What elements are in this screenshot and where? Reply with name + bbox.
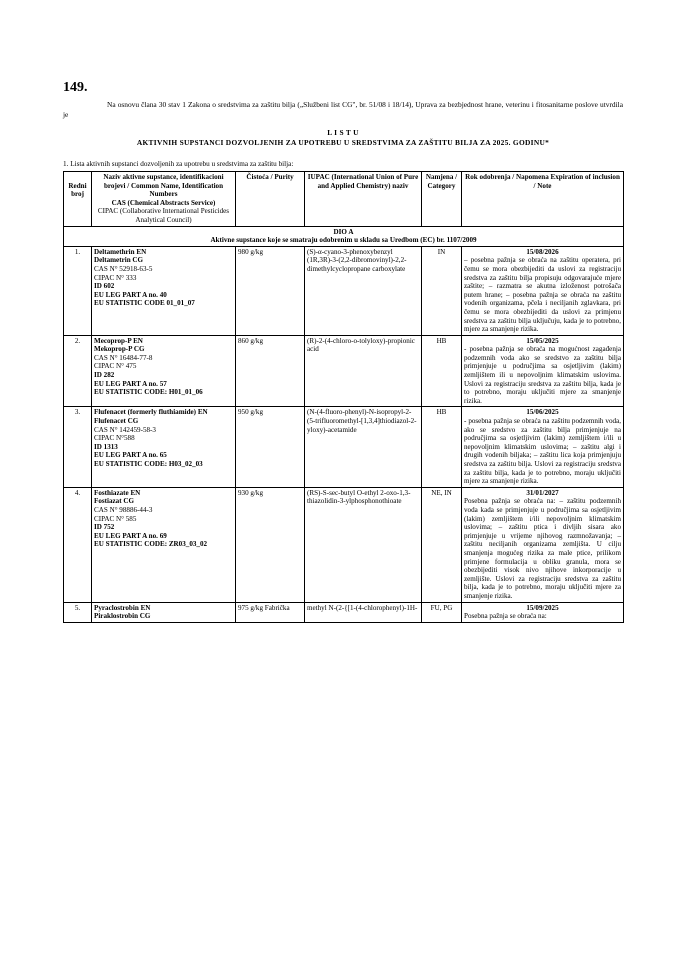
row-substance-name: Deltamethrin EN Deltametrin CG CAS N° 52918-63-5 CIPAC N° 333 ID 602 EU LEG PART A no. 40 EU STATISTIC CODE 01_01_07 bbox=[92, 246, 236, 335]
row-iupac: methyl N-(2-{[1-(4-chlorophenyl)-1H- bbox=[305, 602, 422, 622]
row-number: 3. bbox=[64, 407, 92, 487]
row-note-text: - posebna pažnja se obraća na zaštitu podzemnih voda, ako se sredstvo za zaštitu bilja primjenjuje na područjima sa osjetljivim (lakim) zemljištem i/ili u nepovoljnim klimatskim uslovima; – zaštitu algi i drugih vodenih biljaka; – zaštitu lica koja primjenjuju sredstva za zaštitu bilja. Uslovi za registraciju sredstva za zaštitu bilja, kada je to potrebno, moraju uključiti mjere za smanjenje rizika. bbox=[464, 417, 621, 486]
row-substance-name: Mecoprop-P EN Mekoprop-P CG CAS N° 16484-77-8 CIPAC N° 475 ID 282 EU LEG PART A no. 57 EU STATISTIC CODE: H01_01_06 bbox=[92, 335, 236, 407]
section-cell bbox=[64, 226, 624, 246]
substances-table bbox=[63, 171, 624, 623]
row-note-text: - posebna pažnja se obraća na mogućnost zagađenja podzemnih voda ako se sredstvo za zaštitu bilja primjenjuje u područjima sa osjetljivim (lakim) zemljištem ili u nepovoljnim klimatskim uslovima. Uslovi za registraciju sredstva za zaštitu bilja, kada je to potrebno, moraju uključiti mjere za smanjenje rizika. bbox=[464, 345, 621, 405]
row-iupac: (RS)-S-sec-butyl O-ethyl 2-oxo-1,3-thiazolidin-3-ylphosphonothioate bbox=[305, 487, 422, 602]
row-note bbox=[462, 602, 624, 622]
row-number: 2. bbox=[64, 335, 92, 407]
row-substance-name: Fosthiazate EN Fostiazat CG CAS N° 98886-44-3 CIPAC N° 585 ID 752 EU LEG PART A no. 69 EU STATISTIC CODE: ZR03_03_02 bbox=[92, 487, 236, 602]
header-num: Redni broj bbox=[64, 172, 92, 227]
row-note-text: Posebna pažnja se obraća na: bbox=[464, 612, 547, 621]
row-expiry-date: 15/06/2025 bbox=[526, 408, 559, 417]
row-purity: 980 g/kg bbox=[236, 246, 305, 335]
intro-paragraph: Na osnovu člana 30 stav 1 Zakona o sredstvima za zaštitu bilja („Službeni list CG", br. 51/08 i 18/14), Uprava za bezbjednost hrane, veterinu i fitosanitarne poslove utvrdila je bbox=[63, 100, 623, 119]
row-purity: 950 g/kg bbox=[236, 407, 305, 487]
list-title: L I S T U bbox=[327, 128, 359, 137]
section-subtitle: Aktivne supstance koje se smatraju odobrenim u skladu sa Uredbom (EC) br. 1107/2009 bbox=[210, 236, 477, 245]
row-number: 1. bbox=[64, 246, 92, 335]
table-row bbox=[64, 602, 624, 622]
row-substance-name: Pyraclostrobin EN Piraklostrobin CG bbox=[92, 602, 236, 622]
row-category: FU, PG bbox=[422, 602, 462, 622]
header-purity: Čistoća / Purity bbox=[236, 172, 305, 227]
row-expiry-date: 15/08/2026 bbox=[526, 247, 559, 256]
row-note bbox=[462, 335, 624, 407]
row-category: HB bbox=[422, 407, 462, 487]
row-expiry-date: 15/09/2025 bbox=[526, 603, 559, 612]
row-note-text: – posebna pažnja se obraća na zaštitu operatera, pri čemu se mora obezbijediti da uslovi za registraciju sredstva za zaštitu bilja propisuju odgovarajuće mjere zaštite; – razmatra se akutna izloženost potrošača putem hrane; – posebna pažnja se obraća na zaštitu vodenih organizama, pčela i neciljanih zglavkara, pri čemu se mora obezbijediti da uslovi za primjenu sredstva za zaštitu bilja uključuju, kada je to potrebno, mjere za smanjenje rizika. bbox=[464, 256, 621, 334]
table-row bbox=[64, 246, 624, 335]
row-expiry-date: 31/01/2027 bbox=[526, 488, 559, 497]
header-name: Naziv aktivne supstance, identifikacioni brojevi / Common Name, Identification Numbers CAS (Chemical Abstracts Service) CIPAC (Collaborative International Pesticides Analytical Council) bbox=[92, 172, 236, 227]
row-purity: 860 g/kg bbox=[236, 335, 305, 407]
section-title: DIO A bbox=[333, 227, 354, 236]
row-iupac: (S)-α-cyano-3-phenoxybenzyl (1R,3R)-3-(2,2-dibromovinyl)-2,2-dimethylcyclopropane carboxylate bbox=[305, 246, 422, 335]
row-note bbox=[462, 246, 624, 335]
header-iupac: IUPAC (International Union of Pure and Applied Chemistry) naziv bbox=[305, 172, 422, 227]
table-header-row bbox=[64, 172, 624, 227]
table-row bbox=[64, 335, 624, 407]
list-intro-line: 1. Lista aktivnih supstanci dozvoljenih za upotrebu u sredstvima za zaštitu bilja: bbox=[63, 160, 294, 168]
row-note bbox=[462, 407, 624, 487]
section-row bbox=[64, 226, 624, 246]
document-number: 149. bbox=[63, 80, 88, 95]
header-category: Namjena / Category bbox=[422, 172, 462, 227]
row-purity: 975 g/kg Fabrička bbox=[236, 602, 305, 622]
table-row bbox=[64, 407, 624, 487]
row-note-text: Posebna pažnja se obraća na: – zaštitu podzemnih voda kada se primjenjuje u područjima sa osjetljivim (lakim) zemljištem i/ili nepovoljnim klimatskim uslovima; – zaštitu ptica i divljih sisara ako primjenjuje u vrijeme njihovog razmnožavanja; – zaštitu neciljanih organizama zemljišta. U cilju smanjenja mogućeg rizika za male ptice, prilikom primjene formulacija u obliku granula, mora se obezbijediti visok nivo njihove inkorporacije u zemljište. Uslovi za registraciju sredstva za zaštitu bilja, kada je to potrebno, moraju uključiti mjere za smanjenje rizika. bbox=[464, 497, 621, 600]
row-note bbox=[462, 487, 624, 602]
row-number: 4. bbox=[64, 487, 92, 602]
row-category: NE, IN bbox=[422, 487, 462, 602]
row-category: HB bbox=[422, 335, 462, 407]
row-expiry-date: 15/05/2025 bbox=[526, 336, 559, 345]
row-substance-name: Flufenacet (formerly fluthiamide) EN Flufenacet CG CAS N° 142459-58-3 CIPAC N°588 ID 1313 EU LEG PART A no. 65 EU STATISTIC CODE: H03_02_03 bbox=[92, 407, 236, 487]
row-iupac: (R)-2-(4-chloro-o-tolyloxy)-propionic acid bbox=[305, 335, 422, 407]
row-category: IN bbox=[422, 246, 462, 335]
row-number: 5. bbox=[64, 602, 92, 622]
header-note: Rok odobrenja / Napomena Expiration of inclusion / Note bbox=[462, 172, 624, 227]
list-subtitle: AKTIVNIH SUPSTANCI DOZVOLJENIH ZA UPOTREBU U SREDSTVIMA ZA ZAŠTITU BILJA ZA 2025. GODINU* bbox=[136, 138, 550, 147]
table-row bbox=[64, 487, 624, 602]
row-iupac: (N-(4-fluoro-phenyl)-N-isopropyl-2-(5-trifluoromethyl-[1,3,4]thiodiazol-2-yloxy)-acetamide bbox=[305, 407, 422, 487]
row-purity: 930 g/kg bbox=[236, 487, 305, 602]
